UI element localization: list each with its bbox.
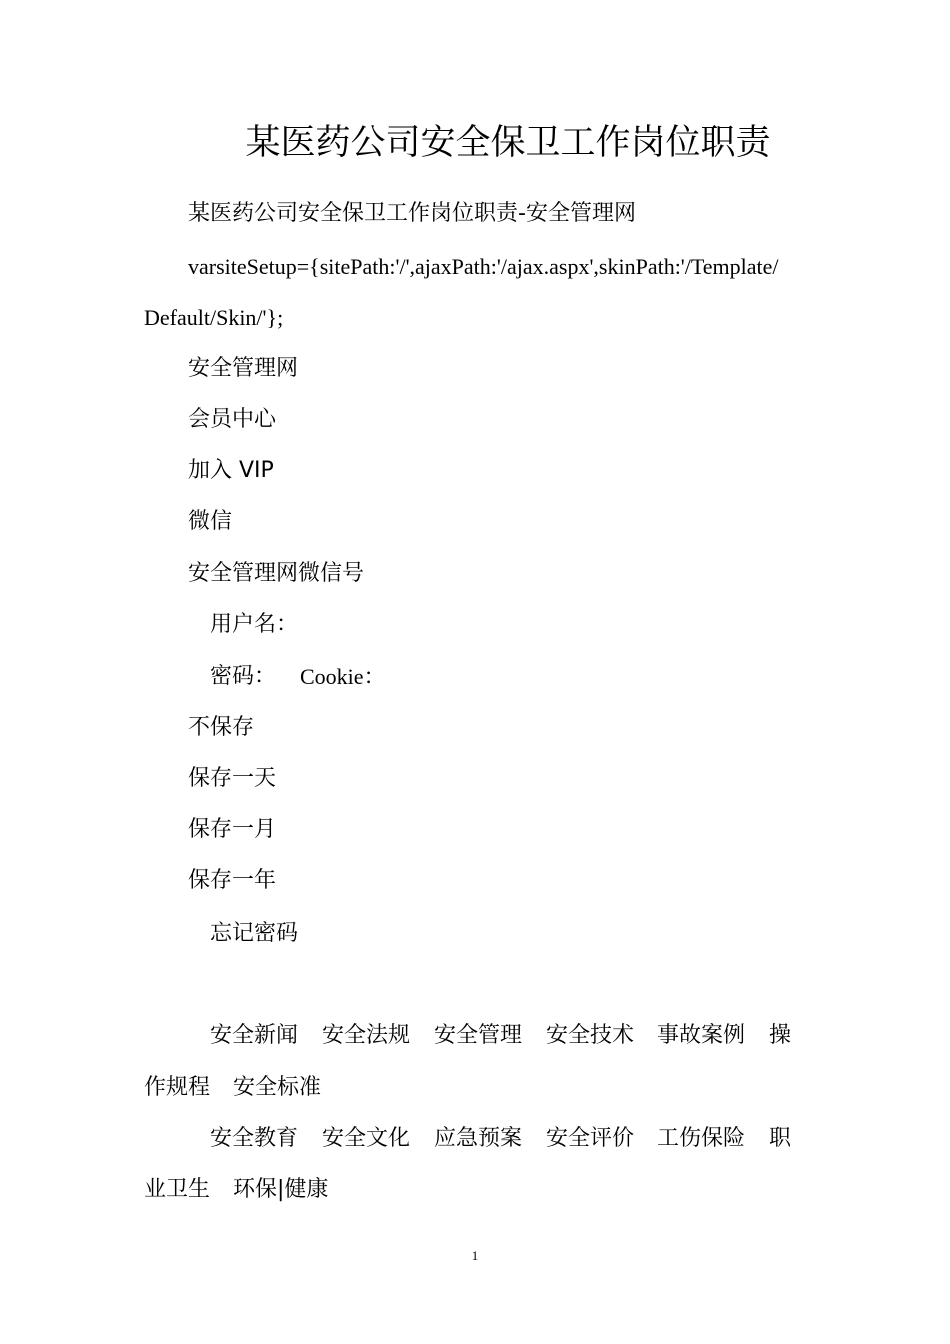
username-label: 用户名：: [210, 612, 299, 637]
nav-item-operating-procedures-end[interactable]: 作规程: [144, 1075, 211, 1100]
nav-item-environment-health[interactable]: 环保|健康: [233, 1177, 329, 1202]
wechat-link[interactable]: 微信: [188, 509, 233, 534]
nav-item-emergency-plans[interactable]: 应急预案: [434, 1126, 523, 1151]
cookie-option-none[interactable]: 不保存: [188, 715, 255, 740]
nav-item-safety-news[interactable]: 安全新闻: [210, 1023, 299, 1048]
wechat-account-text: 安全管理网微信号: [188, 561, 365, 586]
nav-item-safety-standards[interactable]: 安全标准: [233, 1075, 322, 1100]
member-center-link[interactable]: 会员中心: [188, 407, 277, 432]
cookie-option-month[interactable]: 保存一月: [188, 817, 277, 842]
document-subtitle: 某医药公司安全保卫工作岗位职责-安全管理网: [188, 201, 636, 226]
site-name-link[interactable]: 安全管理网: [188, 356, 299, 381]
nav-item-operating-procedures-start[interactable]: 操: [769, 1023, 792, 1048]
nav-item-safety-technology[interactable]: 安全技术: [546, 1023, 635, 1048]
nav-item-safety-management[interactable]: 安全管理: [434, 1023, 523, 1048]
nav-item-safety-evaluation[interactable]: 安全评价: [546, 1126, 635, 1151]
script-text-line-2: Default/Skin/'};: [144, 305, 284, 330]
nav-item-occupational-health-start[interactable]: 职: [769, 1126, 792, 1151]
nav-item-safety-regulations[interactable]: 安全法规: [322, 1023, 411, 1048]
page-number: 1: [471, 1248, 479, 1263]
nav-item-safety-culture[interactable]: 安全文化: [322, 1126, 411, 1151]
cookie-option-year[interactable]: 保存一年: [188, 868, 277, 893]
nav-item-safety-education[interactable]: 安全教育: [210, 1126, 299, 1151]
nav-item-accident-cases[interactable]: 事故案例: [657, 1023, 746, 1048]
password-label: 密码：: [210, 664, 277, 689]
script-text-line-1: varsiteSetup={sitePath:'/',ajaxPath:'/ajax.aspx',skinPath:'/Template/: [188, 254, 779, 279]
cookie-label: Cookie：: [300, 664, 386, 689]
nav-item-injury-insurance[interactable]: 工伤保险: [657, 1126, 746, 1151]
nav-item-occupational-health-end[interactable]: 业卫生: [144, 1177, 211, 1202]
join-vip-link[interactable]: 加入 VIP: [188, 458, 274, 483]
document-title: 某医药公司安全保卫工作岗位职责: [245, 123, 771, 163]
forgot-password-link[interactable]: 忘记密码: [210, 921, 299, 946]
cookie-option-day[interactable]: 保存一天: [188, 766, 277, 791]
